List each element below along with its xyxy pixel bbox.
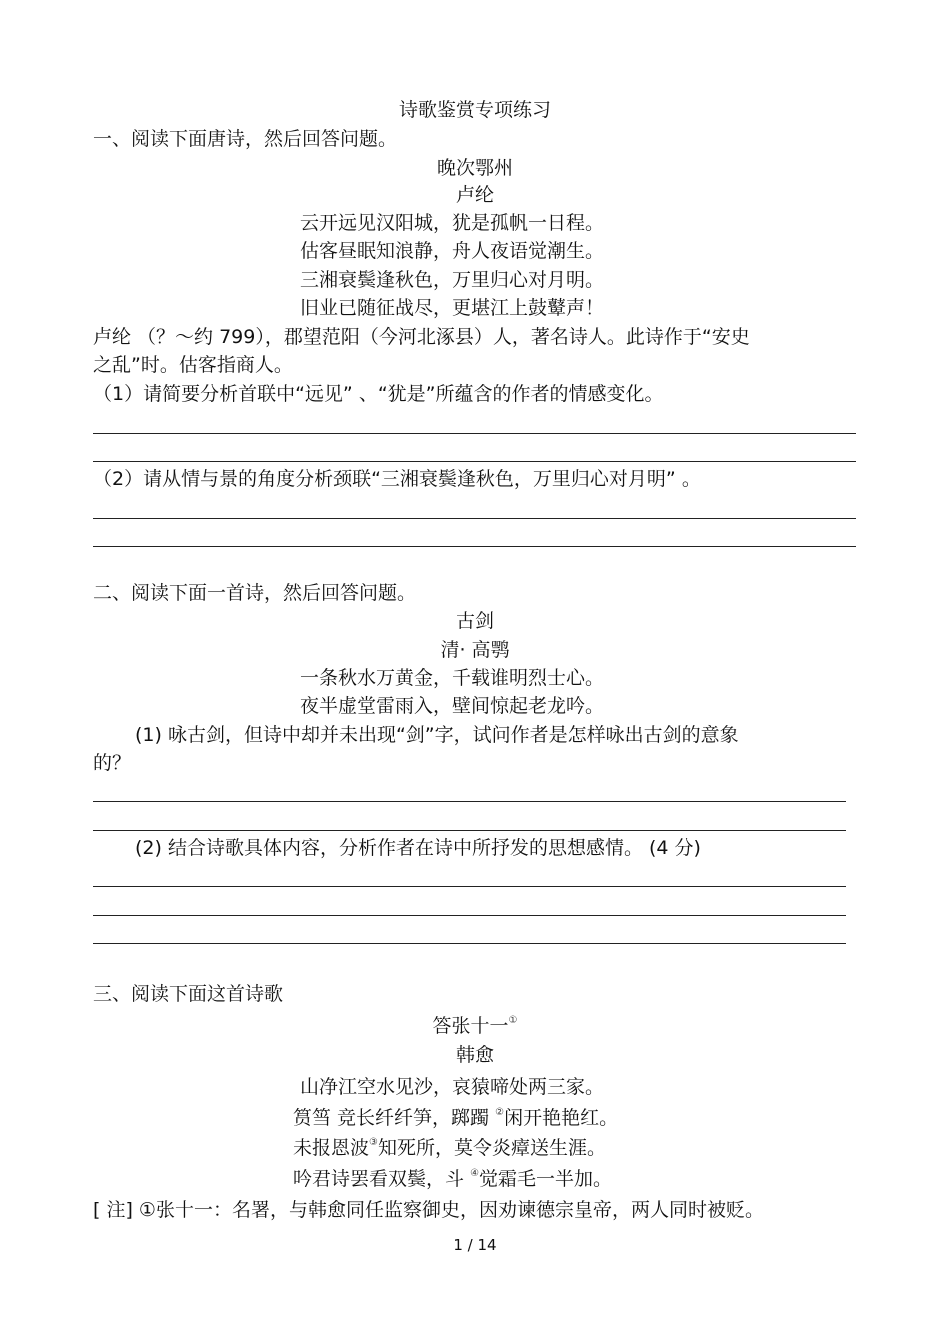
footnote-mark: ④: [470, 1168, 480, 1179]
section1-heading: 一、阅读下面唐诗，然后回答问题。: [93, 128, 398, 150]
footnote-mark: ②: [495, 1107, 505, 1118]
section2-question-1: (1) 咏古剑，但诗中却并未出现“剑”字，试问作者是怎样咏出古剑的意象: [135, 724, 739, 746]
section2-poem-line: 夜半虚堂雷雨入，壁间惊起老龙吟。: [300, 695, 605, 717]
section1-poem-author: 卢纶: [455, 184, 494, 206]
footnote-mark: ③: [369, 1137, 378, 1148]
section2-poem-line: 一条秋水万黄金，千载谁明烈士心。: [300, 667, 605, 689]
section1-question-1: （1）请简要分析首联中“远见” 、“犹是”所蕴含的作者的情感变化。: [93, 383, 664, 405]
section3-heading: 三、阅读下面这首诗歌: [93, 983, 284, 1005]
section1-poem-line: 三湘衰鬓逢秋色，万里归心对月明。: [300, 269, 605, 291]
answer-line: [93, 518, 856, 519]
section1-poem-line: 旧业已随征战尽，更堪江上鼓鼙声！: [300, 297, 605, 319]
answer-line: [93, 886, 846, 887]
section1-poem-line: 云开远见汉阳城，犹是孤帆一日程。: [300, 212, 605, 234]
section3-footnote: [ 注] ①张十一：名署，与韩愈同任监察御史，因劝谏德宗皇帝，两人同时被贬。: [93, 1199, 764, 1221]
footnote-mark: ①: [508, 1015, 518, 1026]
section3-poem-line: 未报恩波③知死所，莫令炎瘴送生涯。: [293, 1137, 606, 1159]
section3-poem-title: 答张十一①: [432, 1015, 518, 1037]
answer-line: [93, 433, 856, 434]
section1-poem-line: 估客昼眠知浪静，舟人夜语觉潮生。: [300, 240, 605, 262]
answer-line: [93, 461, 856, 462]
section1-poem-title: 晚次鄂州: [436, 157, 513, 179]
section1-note: 之乱”时。估客指商人。: [93, 354, 293, 376]
answer-line: [93, 915, 846, 916]
section3-poem-line: 吟君诗罢看双鬓，斗 ④觉霜毛一半加。: [293, 1168, 613, 1190]
section2-question-2: (2) 结合诗歌具体内容，分析作者在诗中所抒发的思想感情。 (4 分): [135, 837, 701, 859]
answer-line: [93, 943, 846, 944]
answer-line: [93, 546, 856, 547]
section2-question-1-cont: 的？: [93, 752, 132, 774]
section1-question-2: （2）请从情与景的角度分析颈联“三湘衰鬓逢秋色，万里归心对月明” 。: [93, 468, 701, 490]
page-title: 诗歌鉴赏专项练习: [398, 99, 551, 121]
section1-note: 卢纶 （？～约 799），郡望范阳（今河北涿县）人，著名诗人。此诗作于“安史: [93, 326, 750, 348]
answer-line: [93, 801, 846, 802]
section3-poem-author: 韩愈: [455, 1044, 494, 1066]
section3-poem-line: 筼筜 竞长纤纤笋，踯躅 ②闲开艳艳红。: [293, 1107, 619, 1129]
page-number: 1 / 14: [453, 1236, 497, 1254]
section2-heading: 二、阅读下面一首诗，然后回答问题。: [93, 582, 417, 604]
section3-poem-line: 山净江空水见沙，哀猿啼处两三家。: [300, 1076, 605, 1098]
section2-poem-title: 古剑: [455, 610, 494, 632]
section2-poem-author: 清· 高鹗: [440, 639, 510, 661]
answer-line: [93, 830, 846, 831]
